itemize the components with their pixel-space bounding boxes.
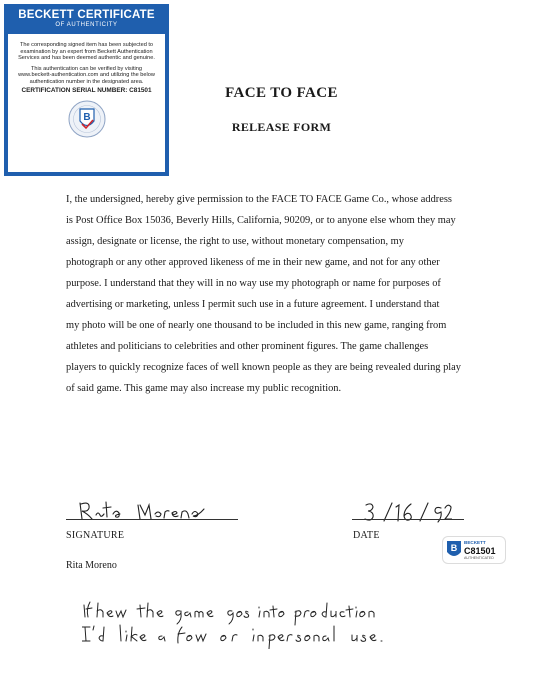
release-text-line: assign, designate or license, the right to use, without monetary compensation, my xyxy=(66,236,404,247)
date-label: DATE xyxy=(353,530,380,541)
svg-text:B: B xyxy=(450,543,458,553)
certificate-paragraph-2: This authentication can be verified by visiting www.beckett-authentication.com and utilizing the below authentication number in the designated area. xyxy=(18,65,155,85)
form-title: FACE TO FACE xyxy=(225,85,338,101)
release-text-line: is Post Office Box 15036, Beverly Hills, California, 90209, or to anyone else whom they may xyxy=(66,215,456,226)
handwritten-date xyxy=(362,497,452,527)
sticker-serial: C81501 xyxy=(464,546,496,556)
printed-name: Rita Moreno xyxy=(66,560,117,571)
svg-text:B: B xyxy=(82,111,91,123)
certificate-subtitle: OF AUTHENTICITY xyxy=(55,22,118,28)
release-text-line: photograph or any other approved likeness of me in their new game, and not for any other xyxy=(66,257,440,268)
release-text-line: of said game. This game may also increase my public recognition. xyxy=(66,383,342,394)
signature-line xyxy=(66,519,238,520)
beckett-sticker xyxy=(443,537,505,563)
signature-label: SIGNATURE xyxy=(66,530,125,541)
handwritten-note xyxy=(82,597,442,649)
handwritten-signature xyxy=(76,495,236,525)
beckett-logo-icon xyxy=(446,540,462,560)
sticker-brand: BECKETT xyxy=(464,540,486,545)
release-text-line: purpose. I understand that they will in no way use my photograph or name for purposes of xyxy=(66,278,441,289)
certificate-body xyxy=(8,34,165,172)
release-text xyxy=(66,189,486,399)
release-text-line: athletes and politicians to celebrities and other prominent figures. The game challenges xyxy=(66,341,429,352)
certificate-serial-number: CERTIFICATION SERIAL NUMBER: C81501 xyxy=(21,87,152,94)
release-text-line: advertising or marketing, unless I permit such use in a future agreement. I understand that xyxy=(66,299,440,310)
certificate-title: BECKETT CERTIFICATE xyxy=(18,9,155,21)
sticker-caption: AUTHENTICATED xyxy=(464,556,494,560)
release-text-line: I, the undersigned, hereby give permission to the FACE TO FACE Game Co., whose address xyxy=(66,194,452,205)
certificate-header xyxy=(4,4,169,29)
release-text-line: my photo will be one of nearly one thousand to be included in this new game, ranging from xyxy=(66,320,447,331)
date-line xyxy=(352,519,464,520)
form-subtitle: RELEASE FORM xyxy=(231,120,332,134)
certificate-paragraph-1: The corresponding signed item has been subjected to examination by an expert from Beckett Authentication Services and has been deemed authentic and genuine. xyxy=(18,42,155,61)
release-text-line: players to quickly recognize faces of well known people as they are being revealed during play xyxy=(66,362,461,373)
